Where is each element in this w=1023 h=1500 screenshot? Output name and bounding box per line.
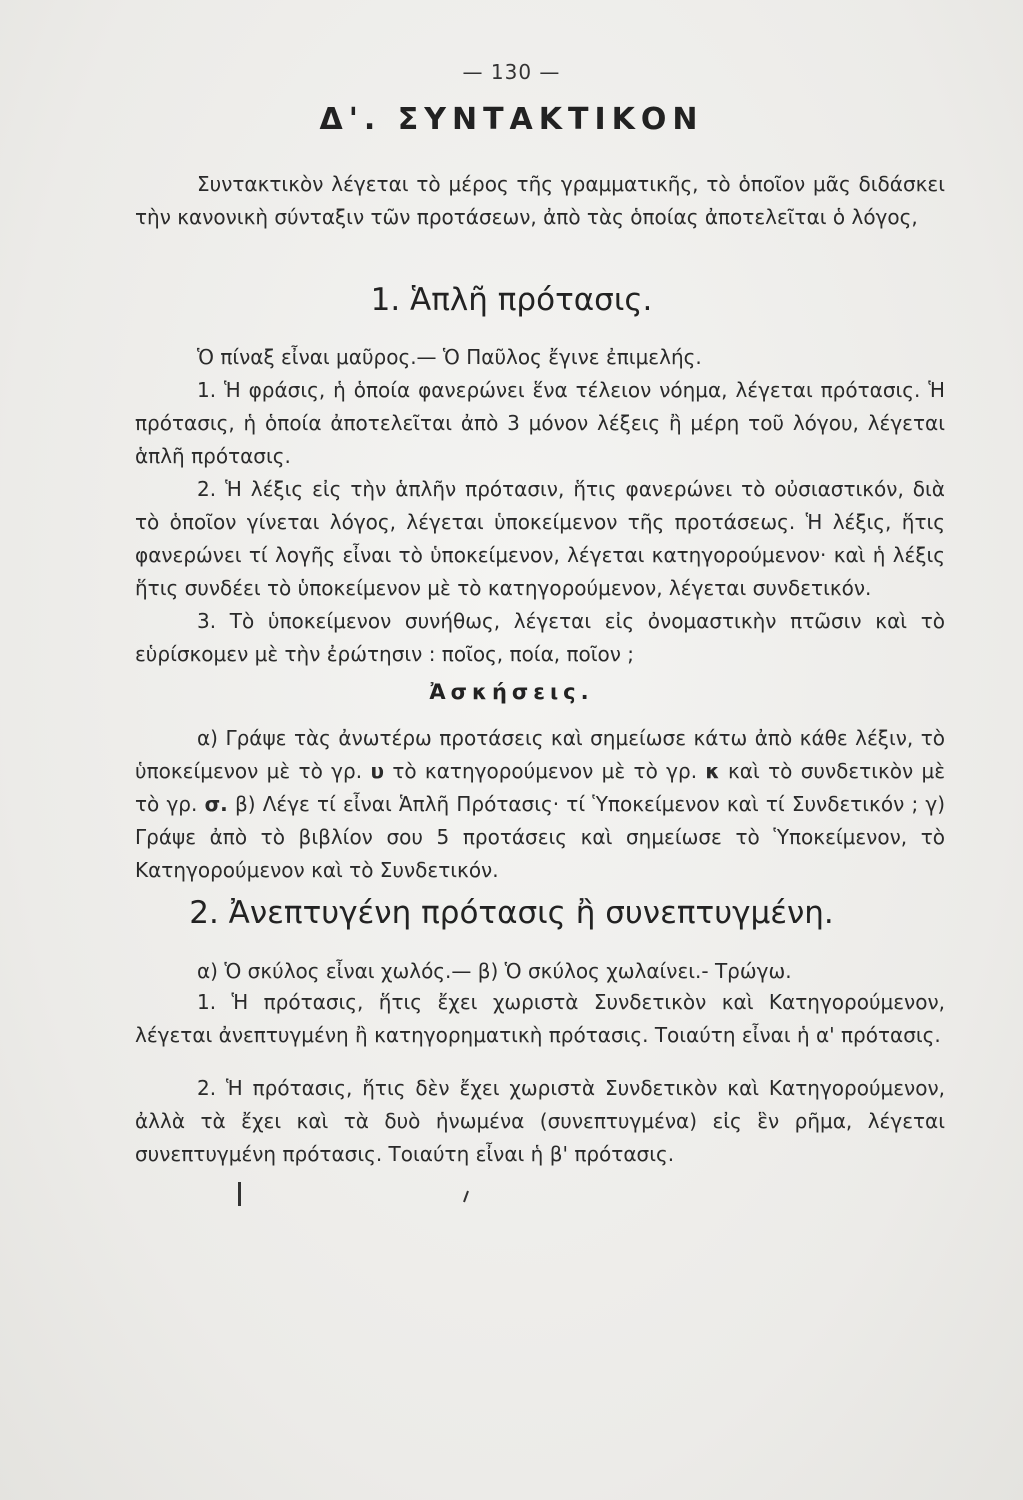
section1-paragraph-2: 2. Ἡ λέξις εἰς τὴν ἁπλῆν πρότασιν, ἥτις φανερώνει τὸ οὐσιαστικόν, διὰ τὸ ὁποῖον γίνεται λόγος, λέγεται ὑποκείμενον τῆς προτάσεως. Ἡ λέξις, ἥτις φανερώνει τί λογῆς εἶναι τὸ ὑποκείμενον, λέγεται κατηγορούμενον· καὶ ἡ λέξις ἥτις συνδέει τὸ ὑποκείμενον μὲ τὸ κατηγορούμενον, λέγεται συνδετικόν. [135, 477, 945, 600]
section1-example: Ὁ πίναξ εἶναι μαῦρος.— Ὁ Παῦλος ἔγινε ἐπιμελής. [197, 345, 702, 369]
predicate-mark: κ [705, 759, 720, 783]
exercises-paragraph [135, 722, 945, 887]
section2-paragraph-1: 1. Ἡ πρότασις, ἥτις ἔχει χωριστὰ Συνδετικὸν καὶ Κατηγορούμενον, λέγεται ἀνεπτυγμένη ἢ κατηγορηματικὴ πρότασις. Τοιαύτη εἶναι ἡ α' πρότασις. [135, 990, 945, 1047]
page-number: — 130 — [462, 60, 561, 84]
copula-mark: σ. [204, 792, 228, 816]
section1-paragraph-3: 3. Τὸ ὑποκείμενον συνήθως, λέγεται εἰς ὀνομαστικὴν πτῶσιν καὶ τὸ εὑρίσκομεν μὲ τὴν ἐρώτησιν : ποῖος, ποία, ποῖον ; [135, 609, 945, 666]
exercises-heading: Ἀσκήσεις. [429, 680, 594, 704]
exercise-b-text: β) Λέγε τί εἶναι Ἁπλῆ Πρότασις· τί Ὑποκείμενον καὶ τί Συνδετικόν ; [234, 792, 919, 816]
section1-heading: 1. Ἁπλῆ πρότασις. [370, 282, 653, 318]
exercise-c-text: γ) Γράψε ἀπὸ τὸ βιβλίον σου 5 προτάσεις καὶ σημείωσε τὸ Ὑποκείμενον, τὸ Κατηγορούμενον καὶ τὸ Συνδετικόν. [135, 792, 946, 882]
exercise-a-text-1: α) Γράψε τὰς ἀνωτέρω προτάσεις καὶ σημείωσε κάτω ἀπὸ κάθε λέξιν, τὸ ὑποκείμενον μὲ τὸ γρ. [135, 726, 945, 783]
exercise-a-text-2: τὸ κατηγορούμενον μὲ τὸ γρ. [392, 759, 698, 783]
section2-paragraph-2: 2. Ἡ πρότασις, ἥτις δὲν ἔχει χωριστὰ Συνδετικὸν καὶ Κατηγορούμενον, ἀλλὰ τὰ ἔχει καὶ τὰ δυὸ ἡνωμένα (συνεπτυγμένα) εἰς ἓν ρῆμα, λέγεται συνεπτυγμένη πρότασις. Τοιαύτη εἶναι ἡ β' πρότασις. [135, 1076, 945, 1166]
section1-paragraph-1: 1. Ἡ φράσις, ἡ ὁποία φανερώνει ἕνα τέλειον νόημα, λέγεται πρότασις. Ἡ πρότασις, ἡ ὁποία ἀποτελεῖται ἀπὸ 3 μόνον λέξεις ἢ μέρη τοῦ λόγου, λέγεται ἁπλῆ πρότασις. [135, 378, 945, 468]
section2-heading: 2. Ἀνεπτυγένη πρότασις ἢ συνεπτυγμένη. [189, 895, 834, 931]
section2-examples: α) Ὁ σκύλος εἶναι χωλός.— β) Ὁ σκύλος χωλαίνει.- Τρώγω. [197, 959, 792, 983]
intro-paragraph: Συντακτικὸν λέγεται τὸ μέρος τῆς γραμματικῆς, τὸ ὁποῖον μᾶς διδάσκει τὴν κανονικὴ σύνταξιν τῶν προτάσεων, ἀπὸ τὰς ὁποίας ἀποτελεῖται ὁ λόγος, [135, 172, 945, 229]
stray-ink-stroke [238, 1182, 241, 1206]
exercise-a-text-3: καὶ τὸ συνδετικὸν μὲ τὸ γρ. [135, 759, 946, 816]
chapter-title: Δ'. ΣΥΝΤΑΚΤΙΚΟΝ [319, 102, 704, 137]
subject-mark: υ [370, 759, 384, 783]
stray-ink-mark [462, 1190, 470, 1204]
